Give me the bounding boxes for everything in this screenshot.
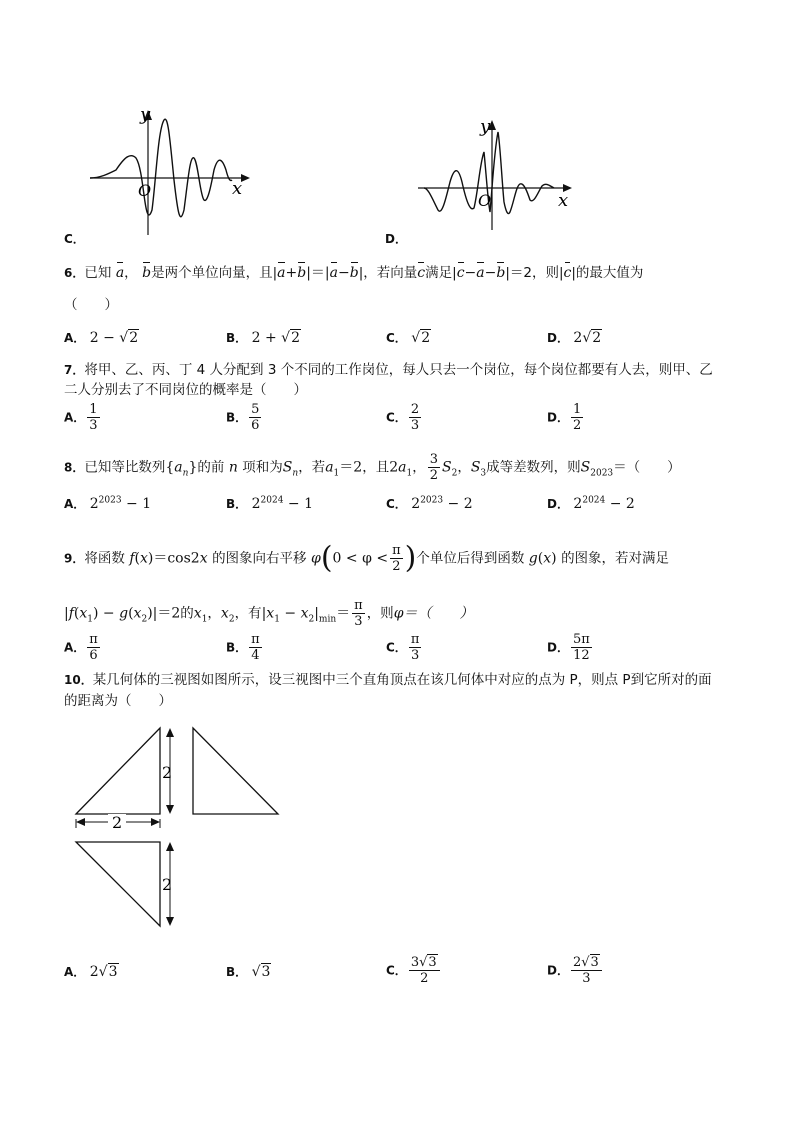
origin-label: O [138,181,152,200]
q7-option-a[interactable]: A． $\frac{1}{3}$ [64,402,98,433]
axis-y-label: y [480,116,491,137]
dimension-label: 2 [162,763,173,782]
q8-option-a[interactable]: A． $2^{2023} - 1$ [64,495,152,512]
question-7-line-1: 7．将甲、乙、丙、丁 4 人分配到 3 个不同的工作岗位，每人只去一个岗位，每个岗位都要有人去，则甲、乙 [64,362,713,378]
axis-x-label: x [558,190,569,211]
q8-option-b[interactable]: B． $2^{2024} - 1$ [226,495,313,512]
question-10-line-1: 10．某几何体的三视图如图所示，设三视图中三个直角顶点在该几何体中对应的点为 P，则点 P到它所对的面 [64,672,712,688]
expr-c-a-b: c−a−b [456,265,506,281]
q6-option-d[interactable]: D． 2√2 [547,330,602,346]
answer-blank: （ ） [64,297,118,313]
question-number: 6． [64,266,85,280]
question-9-line-2: $|f(x_1) - g(x_2)|=2$的$x_1$，$x_2$，有$|x_1 - x_2|_{min}=$ $\frac{\pi}{3}$ ，则φ＝（ ） [64,598,474,629]
option-d-label[interactable]: D． [385,232,407,246]
q7-option-b[interactable]: B． $\frac{5}{6}$ [226,402,260,433]
dimension-label: 2 [162,875,173,894]
question-6: 6．已知 a， b是两个单位向量，且|a+b|＝|a−b|，若向量c满足|c−a−b|＝2，则|c|的最大值为 [64,265,644,281]
vector-c: c [417,265,426,281]
origin-label: O [478,191,492,210]
q10-option-d[interactable]: D． $\frac{2√3}{3}$ [547,955,604,986]
graph-option-c [80,100,260,240]
q6-option-a[interactable]: A． 2 − √2 [64,330,139,346]
axis-x-label: x [232,178,243,199]
axis-y-label: y [140,104,151,125]
q9-option-c[interactable]: C． $\frac{\pi}{3}$ [386,632,420,663]
q9-option-b[interactable]: B． $\frac{\pi}{4}$ [226,632,260,663]
vector-a: a [115,265,125,281]
q10-option-a[interactable]: A． 2√3 [64,964,118,980]
q6-option-b[interactable]: B． 2 + √2 [226,330,300,346]
q7-option-d[interactable]: D． $\frac{1}{2}$ [547,402,582,433]
q10-option-b[interactable]: B． √3 [226,964,271,980]
q6-option-c[interactable]: C． √2 [386,330,431,346]
graph-option-d [410,112,590,232]
expr-a-minus-b: a−b [329,265,359,281]
expr-a-plus-b: a+b [277,265,307,281]
option-c-label[interactable]: C． [64,232,85,246]
dimension-label: 2 [112,813,123,832]
q8-option-d[interactable]: D． $2^{2024} - 2$ [547,495,635,512]
q7-option-c[interactable]: C． $\frac{2}{3}$ [386,402,420,433]
question-8: 8．已知等比数列$\{a_n\}$的前 n 项和为$S_n$，若$a_1=2$，且$2a_1$， $\frac{3}{2}$ $S_2$，$S_3$成等差数列，则$S_{2023}=$（ ） [64,452,681,483]
question-9-line-1: 9．将函数 f(x)＝cos2x 的图象向右平移 φ(0 < φ < $\frac{\pi}{2}$ )个单位后得到函数 g(x) 的图象，若对满足 [64,540,670,576]
q8-option-c[interactable]: C． $2^{2023} - 2$ [386,495,473,512]
vector-b: b [142,265,152,281]
three-view-diagram [70,722,290,932]
q9-option-a[interactable]: A． $\frac{\pi}{6}$ [64,632,98,663]
question-7-line-2: 二人分别去了不同岗位的概率是（ ） [64,382,307,398]
q10-option-c[interactable]: C． $\frac{3√3}{2}$ [386,955,442,986]
vector-c: c [563,265,572,281]
q9-option-d[interactable]: D． $\frac{5\pi}{12}$ [547,632,590,663]
question-10-line-2: 的距离为（ ） [64,693,172,709]
